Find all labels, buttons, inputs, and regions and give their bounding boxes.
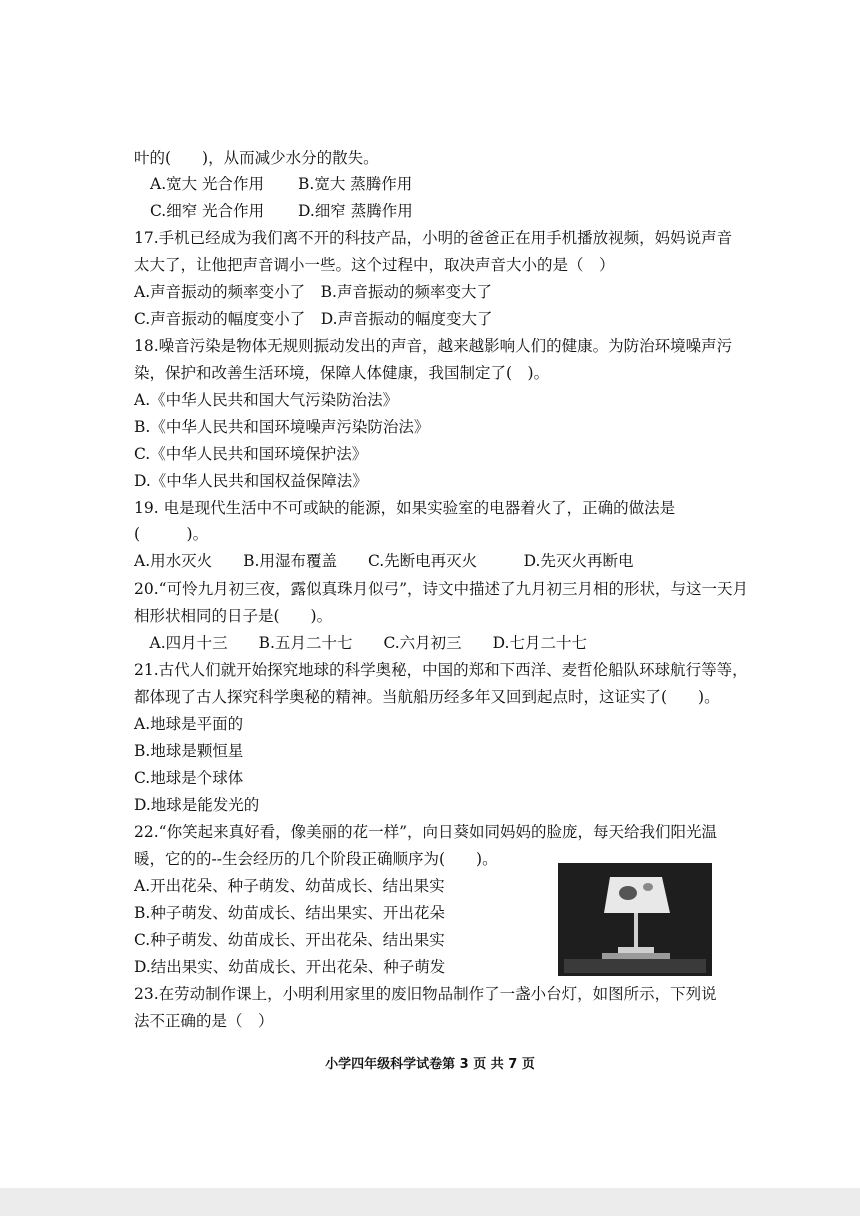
q18-option-a: A.《中华人民共和国大气污染防治法》 — [134, 391, 399, 409]
question-17-line-1: 17.手机已经成为我们离不开的科技产品，小明的爸爸正在用手机播放视频，妈妈说声音 — [134, 229, 733, 247]
question-16-tail: 叶的( )，从而减少水分的散失。 — [134, 149, 379, 167]
question-22-line-1: 22.“你笑起来真好看，像美丽的花一样”，向日葵如同妈妈的脸庞，每天给我们阳光温 — [134, 823, 718, 841]
q16-option-c: C.细窄 光合作用 — [150, 202, 265, 220]
q22-option-a: A.开出花朵、种子萌发、幼苗成长、结出果实 — [134, 877, 445, 895]
question-19-line-1: 19. 电是现代生活中不可或缺的能源，如果实验室的电器着火了，正确的做法是 — [134, 499, 676, 517]
question-18-line-2: 染，保护和改善生活环境，保障人体健康，我国制定了( )。 — [134, 364, 550, 382]
q18-option-c: C.《中华人民共和国环境保护法》 — [134, 445, 368, 463]
q22-option-b: B.种子萌发、幼苗成长、结出果实、开出花朵 — [134, 904, 445, 922]
scan-edge — [0, 1188, 860, 1216]
q19-options: A.用水灭火 B.用湿布覆盖 C.先断电再灭火 D.先灭火再断电 — [134, 552, 634, 570]
q16-option-a: A.宽大 光合作用 — [150, 175, 265, 193]
q21-option-a: A.地球是平面的 — [134, 715, 244, 733]
q16-option-b: B.宽大 蒸腾作用 — [298, 175, 413, 193]
q21-option-b: B.地球是颗恒星 — [134, 742, 244, 760]
desk-lamp-photo — [558, 863, 712, 976]
q22-option-c: C.种子萌发、幼苗成长、开出花朵、结出果实 — [134, 931, 445, 949]
question-23-line-1: 23.在劳动制作课上，小明利用家里的废旧物品制作了一盏小台灯，如图所示，下列说 — [134, 985, 717, 1003]
q22-option-d: D.结出果实、幼苗成长、开出花朵、种子萌发 — [134, 958, 446, 976]
q17-options-cd: C.声音振动的幅度变小了 D.声音振动的幅度变大了 — [134, 310, 493, 328]
q18-option-b: B.《中华人民共和国环境噪声污染防治法》 — [134, 418, 430, 436]
question-20-line-2: 相形状相同的日子是( )。 — [134, 607, 333, 625]
question-21-line-1: 21.古代人们就开始探究地球的科学奥秘，中国的郑和下西洋、麦哲伦船队环球航行等等， — [134, 661, 748, 679]
question-19-line-2: ( )。 — [134, 525, 209, 543]
question-20-line-1: 20.“可怜九月初三夜，露似真珠月似弓”，诗文中描述了九月初三月相的形状，与这一天月 — [134, 580, 749, 598]
q21-option-c: C.地球是个球体 — [134, 769, 244, 787]
question-22-line-2: 暖，它的的--生会经历的几个阶段正确顺序为( )。 — [134, 850, 498, 868]
q18-option-d: D.《中华人民共和国权益保障法》 — [134, 472, 368, 490]
question-17-line-2: 太大了，让他把声音调小一些。这个过程中，取决声音大小的是（ ） — [134, 256, 615, 274]
q21-option-d: D.地球是能发光的 — [134, 796, 260, 814]
desk-lamp-illustration — [558, 863, 712, 976]
q17-options-ab: A.声音振动的频率变小了 B.声音振动的频率变大了 — [134, 283, 492, 301]
question-21-line-2: 都体现了古人探究科学奥秘的精神。当航船历经多年又回到起点时，这证实了( )。 — [134, 688, 720, 706]
q20-options: A.四月十三 B.五月二十七 C.六月初三 D.七月二十七 — [134, 634, 587, 652]
page-footer: 小学四年级科学试卷第 3 页 共 7 页 — [325, 1057, 535, 1072]
question-23-line-2: 法不正确的是（ ） — [134, 1012, 274, 1030]
question-18-line-1: 18.噪音污染是物体无规则振动发出的声音，越来越影响人们的健康。为防治环境噪声污 — [134, 337, 733, 355]
q16-option-d: D.细窄 蒸腾作用 — [298, 202, 413, 220]
